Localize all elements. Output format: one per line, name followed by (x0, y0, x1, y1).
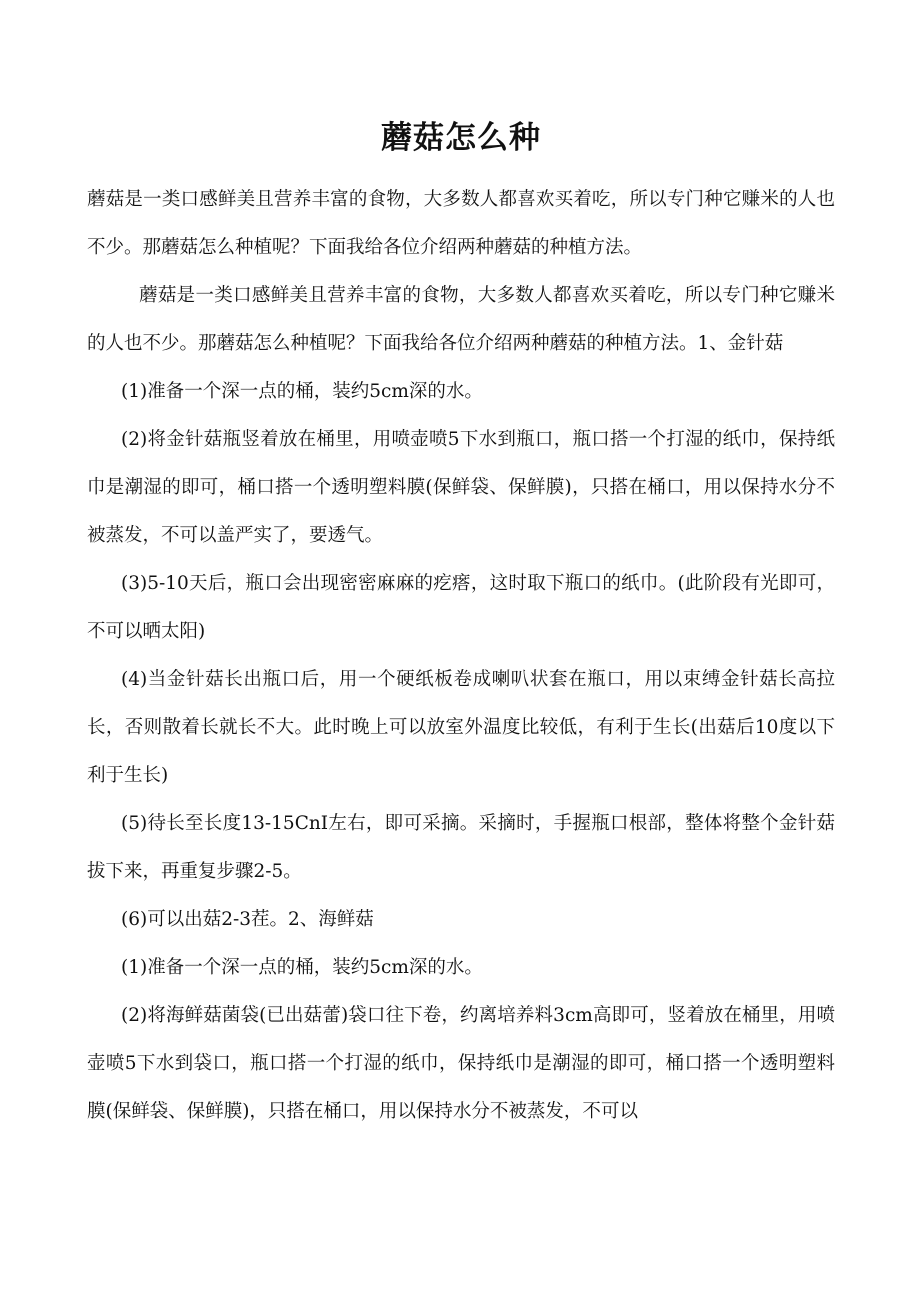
document-title: 蘑菇怎么种 (381, 120, 541, 156)
document-page (87, 118, 835, 1136)
body-paragraph: (6)可以出菇2-3茬。2、海鲜菇 (121, 909, 374, 930)
body-paragraph: (2)将海鲜菇菌袋(已出菇蕾)袋口往下卷，约离培养料3cm高即可，竖着放在桶里，用喷壶喷5下水到袋口，瓶口搭一个打湿的纸巾，保持纸巾是潮湿的即可，桶口搭一个透明塑料膜(保鲜袋、保鲜膜)，只搭在桶口，用以保持水分不被蒸发，不可以 (87, 1005, 835, 1122)
body-paragraph: 蘑菇是一类口感鲜美且营养丰富的食物，大多数人都喜欢买着吃，所以专门种它赚米的人也不少。那蘑菇怎么种植呢？下面我给各位介绍两种蘑菇的种植方法。 (87, 189, 835, 258)
body-paragraph: (4)当金针菇长出瓶口后，用一个硬纸板卷成喇叭状套在瓶口，用以束缚金针菇长高拉长，否则散着长就长不大。此时晚上可以放室外温度比较低，有利于生长(出菇后10度以下利于生长) (87, 669, 835, 786)
body-paragraph: (2)将金针菇瓶竖着放在桶里，用喷壶喷5下水到瓶口，瓶口搭一个打湿的纸巾，保持纸巾是潮湿的即可，桶口搭一个透明塑料膜(保鲜袋、保鲜膜)，只搭在桶口，用以保持水分不被蒸发，不可以盖严实了，要透气。 (87, 429, 835, 546)
body-paragraph: (1)准备一个深一点的桶，装约5cm深的水。 (121, 957, 483, 978)
document-body (87, 176, 835, 1136)
body-paragraph: (3)5-10天后，瓶口会出现密密麻麻的疙瘩，这时取下瓶口的纸巾。(此阶段有光即可，不可以晒太阳) (87, 573, 835, 642)
body-paragraph: (1)准备一个深一点的桶，装约5cm深的水。 (121, 381, 483, 402)
body-paragraph: (5)待长至长度13-15CnI左右，即可采摘。采摘时，手握瓶口根部，整体将整个金针菇拔下来，再重复步骤2-5。 (87, 813, 835, 882)
body-paragraph: 蘑菇是一类口感鲜美且营养丰富的食物，大多数人都喜欢买着吃，所以专门种它赚米的人也不少。那蘑菇怎么种植呢？下面我给各位介绍两种蘑菇的种植方法。1、金针菇 (87, 285, 835, 354)
